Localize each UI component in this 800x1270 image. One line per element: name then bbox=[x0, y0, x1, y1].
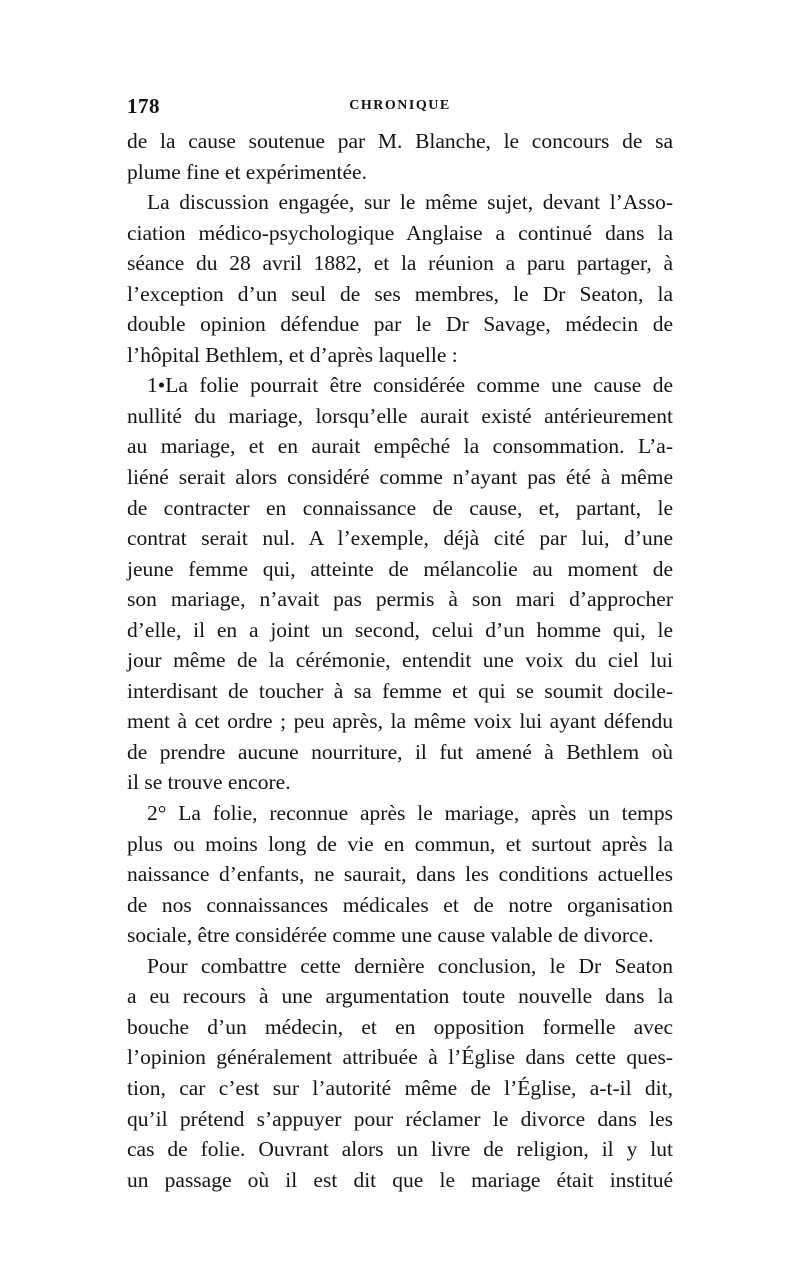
text-line: bouche d’un médecin, et en opposition formelle avec bbox=[127, 1014, 673, 1039]
text-line: nullité du mariage, lorsqu’elle aurait existé antérieurement bbox=[127, 403, 673, 428]
text-line: son mariage, n’avait pas permis à son mari d’approcher bbox=[127, 587, 673, 612]
text-line: de contracter en connaissance de cause, et, partant, le bbox=[127, 495, 673, 520]
page-number: 178 bbox=[127, 94, 160, 118]
text-line: double opinion défendue par le Dr Savage, médecin de bbox=[127, 312, 673, 337]
paragraph bbox=[127, 126, 673, 187]
text-line: Pour combattre cette dernière conclusion, le Dr Seaton bbox=[147, 953, 673, 978]
paragraph bbox=[127, 951, 673, 1195]
text-line: interdisant de toucher à sa femme et qui se soumit docile- bbox=[127, 678, 673, 703]
text-line: jour même de la cérémonie, entendit une voix du ciel lui bbox=[127, 648, 673, 673]
text-line: La discussion engagée, sur le même sujet, devant l’Asso- bbox=[147, 190, 673, 215]
text-line: de la cause soutenue par M. Blanche, le concours de sa bbox=[127, 129, 673, 153]
text-line: ciation médico-psychologique Anglaise a continué dans la bbox=[127, 220, 673, 245]
text-line: qu’il prétend s’appuyer pour réclamer le divorce dans les bbox=[127, 1106, 673, 1131]
text-line: séance du 28 avril 1882, et la réunion a paru partager, à bbox=[127, 251, 673, 276]
text-line: il se trouve encore. bbox=[127, 770, 291, 795]
text-line: l’exception d’un seul de ses membres, le Dr Seaton, la bbox=[127, 281, 673, 306]
text-line: de prendre aucune nourriture, il fut amené à Bethlem où bbox=[127, 739, 673, 764]
text-line: au mariage, et en aurait empêché la consommation. L’a- bbox=[127, 434, 673, 459]
text-line: l’opinion généralement attribuée à l’Église dans cette ques- bbox=[127, 1045, 673, 1070]
text-line: naissance d’enfants, ne saurait, dans les conditions actuelles bbox=[127, 862, 673, 887]
page-header bbox=[127, 94, 673, 118]
text-line: contrat serait nul. A l’exemple, déjà cité par lui, d’une bbox=[127, 526, 673, 551]
text-line: l’hôpital Bethlem, et d’après laquelle : bbox=[127, 342, 458, 367]
text-line: a eu recours à une argumentation toute nouvelle dans la bbox=[127, 984, 673, 1009]
text-line: cas de folie. Ouvrant alors un livre de religion, il y lut bbox=[127, 1137, 673, 1162]
text-line: 1•La folie pourrait être considérée comme une cause de bbox=[147, 373, 673, 398]
text-line: tion, car c’est sur l’autorité même de l’Église, a-t-il dit, bbox=[127, 1075, 673, 1100]
body-text bbox=[127, 126, 673, 1195]
text-line: ment à cet ordre ; peu après, la même voix lui ayant défendu bbox=[127, 709, 673, 734]
text-line: jeune femme qui, atteinte de mélancolie au moment de bbox=[127, 556, 673, 581]
paragraph bbox=[127, 187, 673, 370]
text-line: plus ou moins long de vie en commun, et surtout après la bbox=[127, 831, 673, 856]
text-line: plume fine et expérimentée. bbox=[127, 159, 367, 184]
paragraph bbox=[127, 798, 673, 951]
text-line: d’elle, il en a joint un second, celui d’un homme qui, le bbox=[127, 617, 673, 642]
text-line: liéné serait alors considéré comme n’ayant pas été à même bbox=[127, 465, 673, 490]
paragraph bbox=[127, 370, 673, 798]
text-line: un passage où il est dit que le mariage était institué bbox=[127, 1167, 673, 1192]
text-line: 2° La folie, reconnue après le mariage, après un temps bbox=[147, 801, 673, 826]
text-line: de nos connaissances médicales et de notre organisation bbox=[127, 892, 673, 917]
text-line: sociale, être considérée comme une cause valable de divorce. bbox=[127, 923, 654, 948]
running-head: CHRONIQUE bbox=[349, 98, 451, 113]
